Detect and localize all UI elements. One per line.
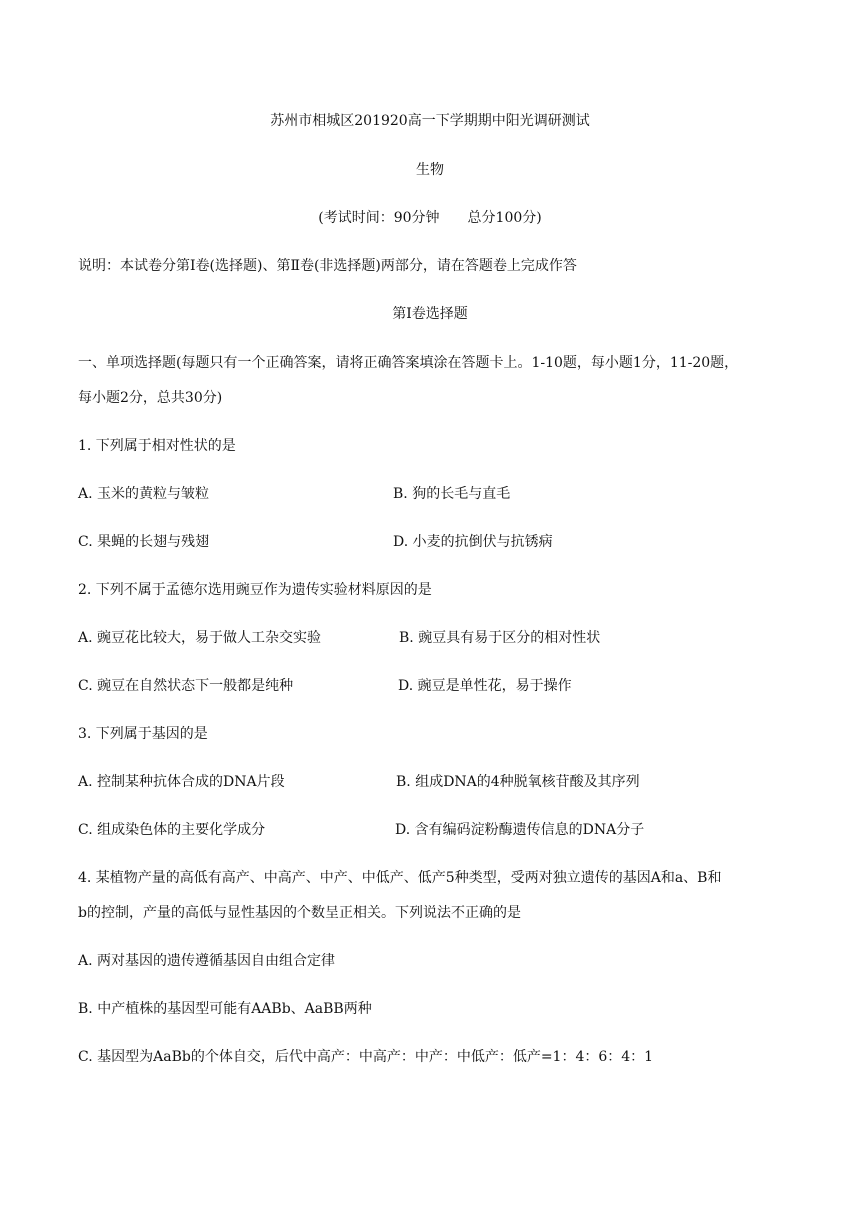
- question-3-option-c: C. 组成染色体的主要化学成分: [78, 822, 266, 838]
- question-1-option-c: C. 果蝇的长翅与残翅: [78, 534, 210, 550]
- question-1-option-b: B. 狗的长毛与直毛: [393, 486, 511, 502]
- question-2-option-c: C. 豌豆在自然状态下一般都是纯种: [78, 678, 294, 694]
- question-4-option-a: A. 两对基因的遗传遵循基因自由组合定律: [78, 953, 336, 969]
- question-3-option-d: D. 含有编码淀粉酶遗传信息的DNA分子: [395, 822, 645, 838]
- instructions-line-2: 每小题2分，总共30分): [78, 390, 223, 406]
- question-4-stem-line-1: 4. 某植物产量的高低有高产、中高产、中产、中低产、低产5种类型，受两对独立遗传的基因A和a、B和: [78, 870, 722, 886]
- question-2-option-a: A. 豌豆花比较大，易于做人工杂交实验: [78, 630, 322, 646]
- question-3-option-a: A. 控制某种抗体合成的DNA片段: [78, 774, 285, 790]
- question-4-option-b: B. 中产植株的基因型可能有AABb、AaBB两种: [78, 1001, 372, 1017]
- question-3-option-b: B. 组成DNA的4种脱氧核苷酸及其序列: [396, 774, 640, 790]
- question-1-option-d: D. 小麦的抗倒伏与抗锈病: [393, 534, 553, 550]
- question-4-option-c: C. 基因型为AaBb的个体自交，后代中高产：中高产：中产：中低产：低产=1：4：6：4：1: [78, 1049, 654, 1065]
- question-2-option-d: D. 豌豆是单性花，易于操作: [398, 678, 572, 694]
- exam-info: (考试时间：90分钟 总分100分): [318, 210, 542, 226]
- exam-title: 苏州市相城区201920高一下学期期中阳光调研测试: [270, 113, 590, 129]
- question-1-option-a: A. 玉米的黄粒与皱粒: [78, 486, 210, 502]
- question-4-stem-line-2: b的控制，产量的高低与显性基因的个数呈正相关。下列说法不正确的是: [78, 905, 521, 921]
- question-3-stem: 3. 下列属于基因的是: [78, 726, 208, 742]
- instructions-line-1: 一、单项选择题(每题只有一个正确答案，请将正确答案填涂在答题卡上。1-10题，每小题1分，11-20题，: [78, 355, 739, 371]
- question-2-stem: 2. 下列不属于孟德尔选用豌豆作为遗传实验材料原因的是: [78, 582, 432, 598]
- question-2-option-b: B. 豌豆具有易于区分的相对性状: [399, 630, 601, 646]
- exam-note: 说明：本试卷分第Ⅰ卷(选择题)、第Ⅱ卷(非选择题)两部分，请在答题卷上完成作答: [78, 258, 577, 274]
- subject-title: 生物: [416, 162, 444, 178]
- section-title: 第Ⅰ卷选择题: [392, 306, 468, 322]
- question-1-stem: 1. 下列属于相对性状的是: [78, 438, 236, 454]
